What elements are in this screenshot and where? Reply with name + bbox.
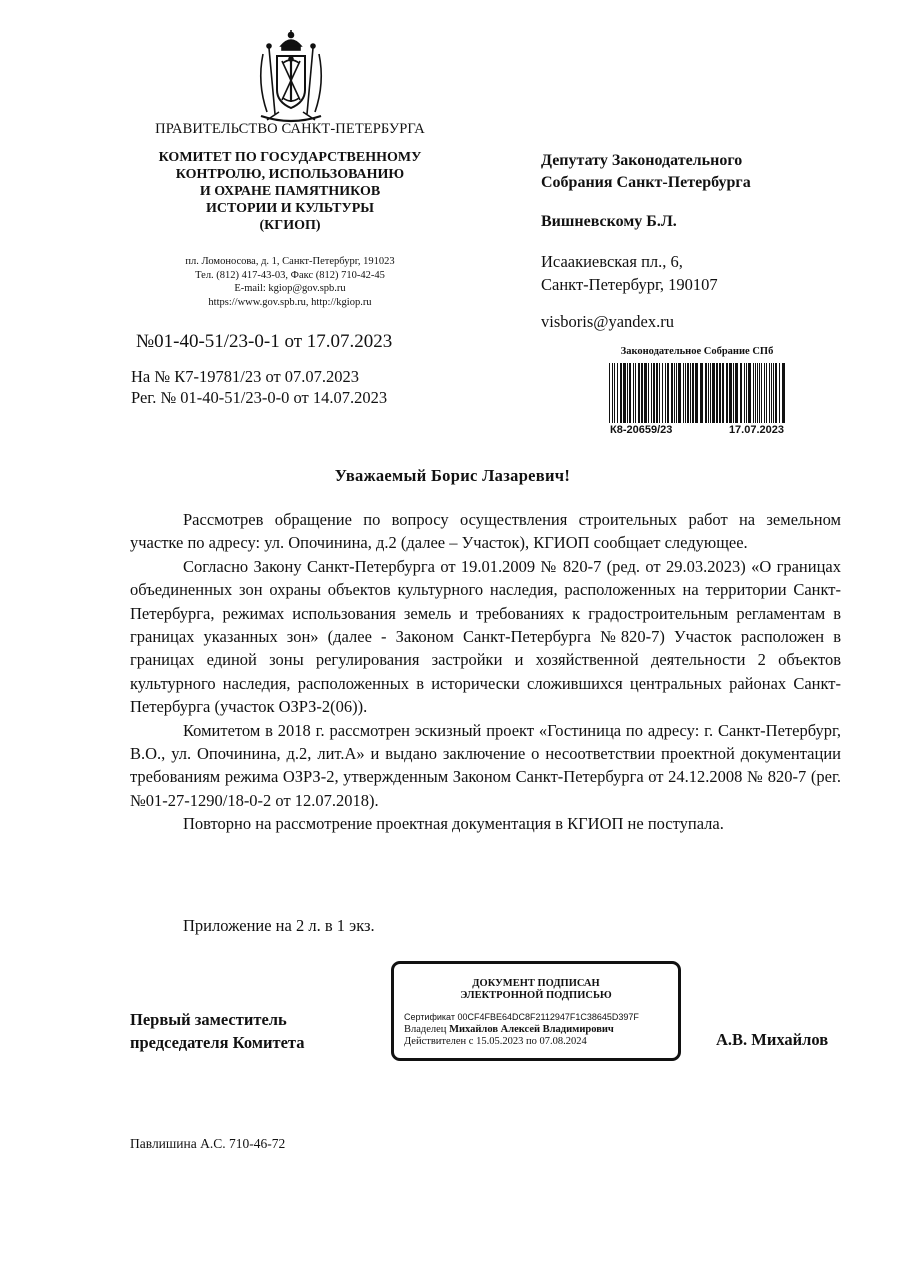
signatory-title: Первый заместитель председателя Комитета [130, 1010, 305, 1052]
reference-numbers: На № К7-19781/23 от 07.07.2023 Рег. № 01-40-51/23-0-0 от 14.07.2023 [131, 367, 388, 407]
body-paragraph: Согласно Закону Санкт-Петербурга от 19.01.2009 № 820-7 (ред. от 29.03.2023) «О границах объединенных зон охраны объектов культурного наследия, расположенных на территории Санкт-Петербурга, режимах использования земель и требованиях к градостроительным регламентам в границах указанных зон» (далее - Законом Санкт-Петербурга №820-7) Участок расположен в границах единой зоны регулирования застройки и хозяйственной деятельности 2 объектов культурного наследия, расположенных в исторически сложившихся центральных районах Санкт-Петербурга (участок ОЗРЗ-2(06)). [130, 556, 841, 717]
body-paragraph: Рассмотрев обращение по вопросу осуществления строительных работ на земельном участке по адресу: ул. Опочинина, д.2 (далее – Участок), КГИОП сообщает следующее. [130, 510, 841, 553]
salutation: Уважаемый Борис Лазаревич! [334, 466, 571, 485]
electronic-signature-stamp [391, 961, 681, 1061]
sender-contacts: пл. Ломоносова, д. 1, Санкт-Петербург, 191023 Тел. (812) 417-43-03, Факс (812) 710-42-45 E-mail: kgiop@gov.spb.ru https://www.gov.spb.ru, http://kgiop.ru [185, 256, 395, 308]
coat-of-arms-icon [253, 28, 329, 128]
executor-contact: Павлишина А.С. 710-46-72 [130, 1136, 286, 1151]
barcode-reg-number: К8-20659/23 [610, 424, 673, 436]
addressee-name: Вишневскому Б.Л. [541, 213, 677, 230]
registration-barcode-stamp [604, 346, 790, 436]
stamp-heading: ДОКУМЕНТ ПОДПИСАН ЭЛЕКТРОННОЙ ПОДПИСЬЮ [460, 978, 612, 1001]
attachment-note: Приложение на 2 л. в 1 экз. [183, 916, 375, 935]
stamp-validity: Действителен с 15.05.2023 по 07.08.2024 [404, 1036, 587, 1047]
barcode-organization: Законодательное Собрание СПб [620, 346, 774, 357]
government-name: ПРАВИТЕЛЬСТВО САНКТ-ПЕТЕРБУРГА [155, 121, 425, 137]
sender-block [110, 121, 470, 309]
outgoing-number: №01-40-51/23-0-1 от 17.07.2023 [136, 331, 393, 352]
stamp-owner-name: Михайлов Алексей Владимирович [449, 1024, 614, 1035]
letter-body [130, 508, 841, 836]
addressee-position: Депутату Законодательного Собрания Санкт-Петербурга [541, 152, 751, 191]
barcode-codes [604, 423, 790, 436]
barcode-date: 17.07.2023 [728, 424, 784, 436]
body-paragraph: Повторно на рассмотрение проектная документация в КГИОП не поступала. [183, 814, 724, 834]
addressee-address: Исаакиевская пл., 6, Санкт-Петербург, 190107 [541, 252, 718, 294]
addressee-block [541, 150, 871, 332]
stamp-owner: Владелец Михайлов Алексей Владимирович [404, 1024, 614, 1035]
signatory-name: А.В. Михайлов [716, 1030, 829, 1049]
stamp-certificate: Сертификат 00CF4FBE64DC8F2112947F1C38645D397F [404, 1012, 639, 1022]
committee-name: КОМИТЕТ ПО ГОСУДАРСТВЕННОМУ КОНТРОЛЮ, ИСПОЛЬЗОВАНИЮ И ОХРАНЕ ПАМЯТНИКОВ ИСТОРИИ И КУЛЬТУРЫ (КГИОП) [158, 150, 422, 233]
barcode-icon [607, 363, 787, 423]
body-paragraph: Комитетом в 2018 г. рассмотрен эскизный проект «Гостиница по адресу: г. Санкт-Петербург, В.О., ул. Опочинина, д.2, лит.А» и выдано заключение о несоответствии проектной документации требованиям режима ОЗРЗ-2, утвержденным Законом Санкт-Петербурга от 24.12.2008 № 820-7 (рег.№01-27-1290/18-0-2 от 12.07.2018). [130, 720, 841, 810]
addressee-email: visboris@yandex.ru [541, 312, 674, 331]
